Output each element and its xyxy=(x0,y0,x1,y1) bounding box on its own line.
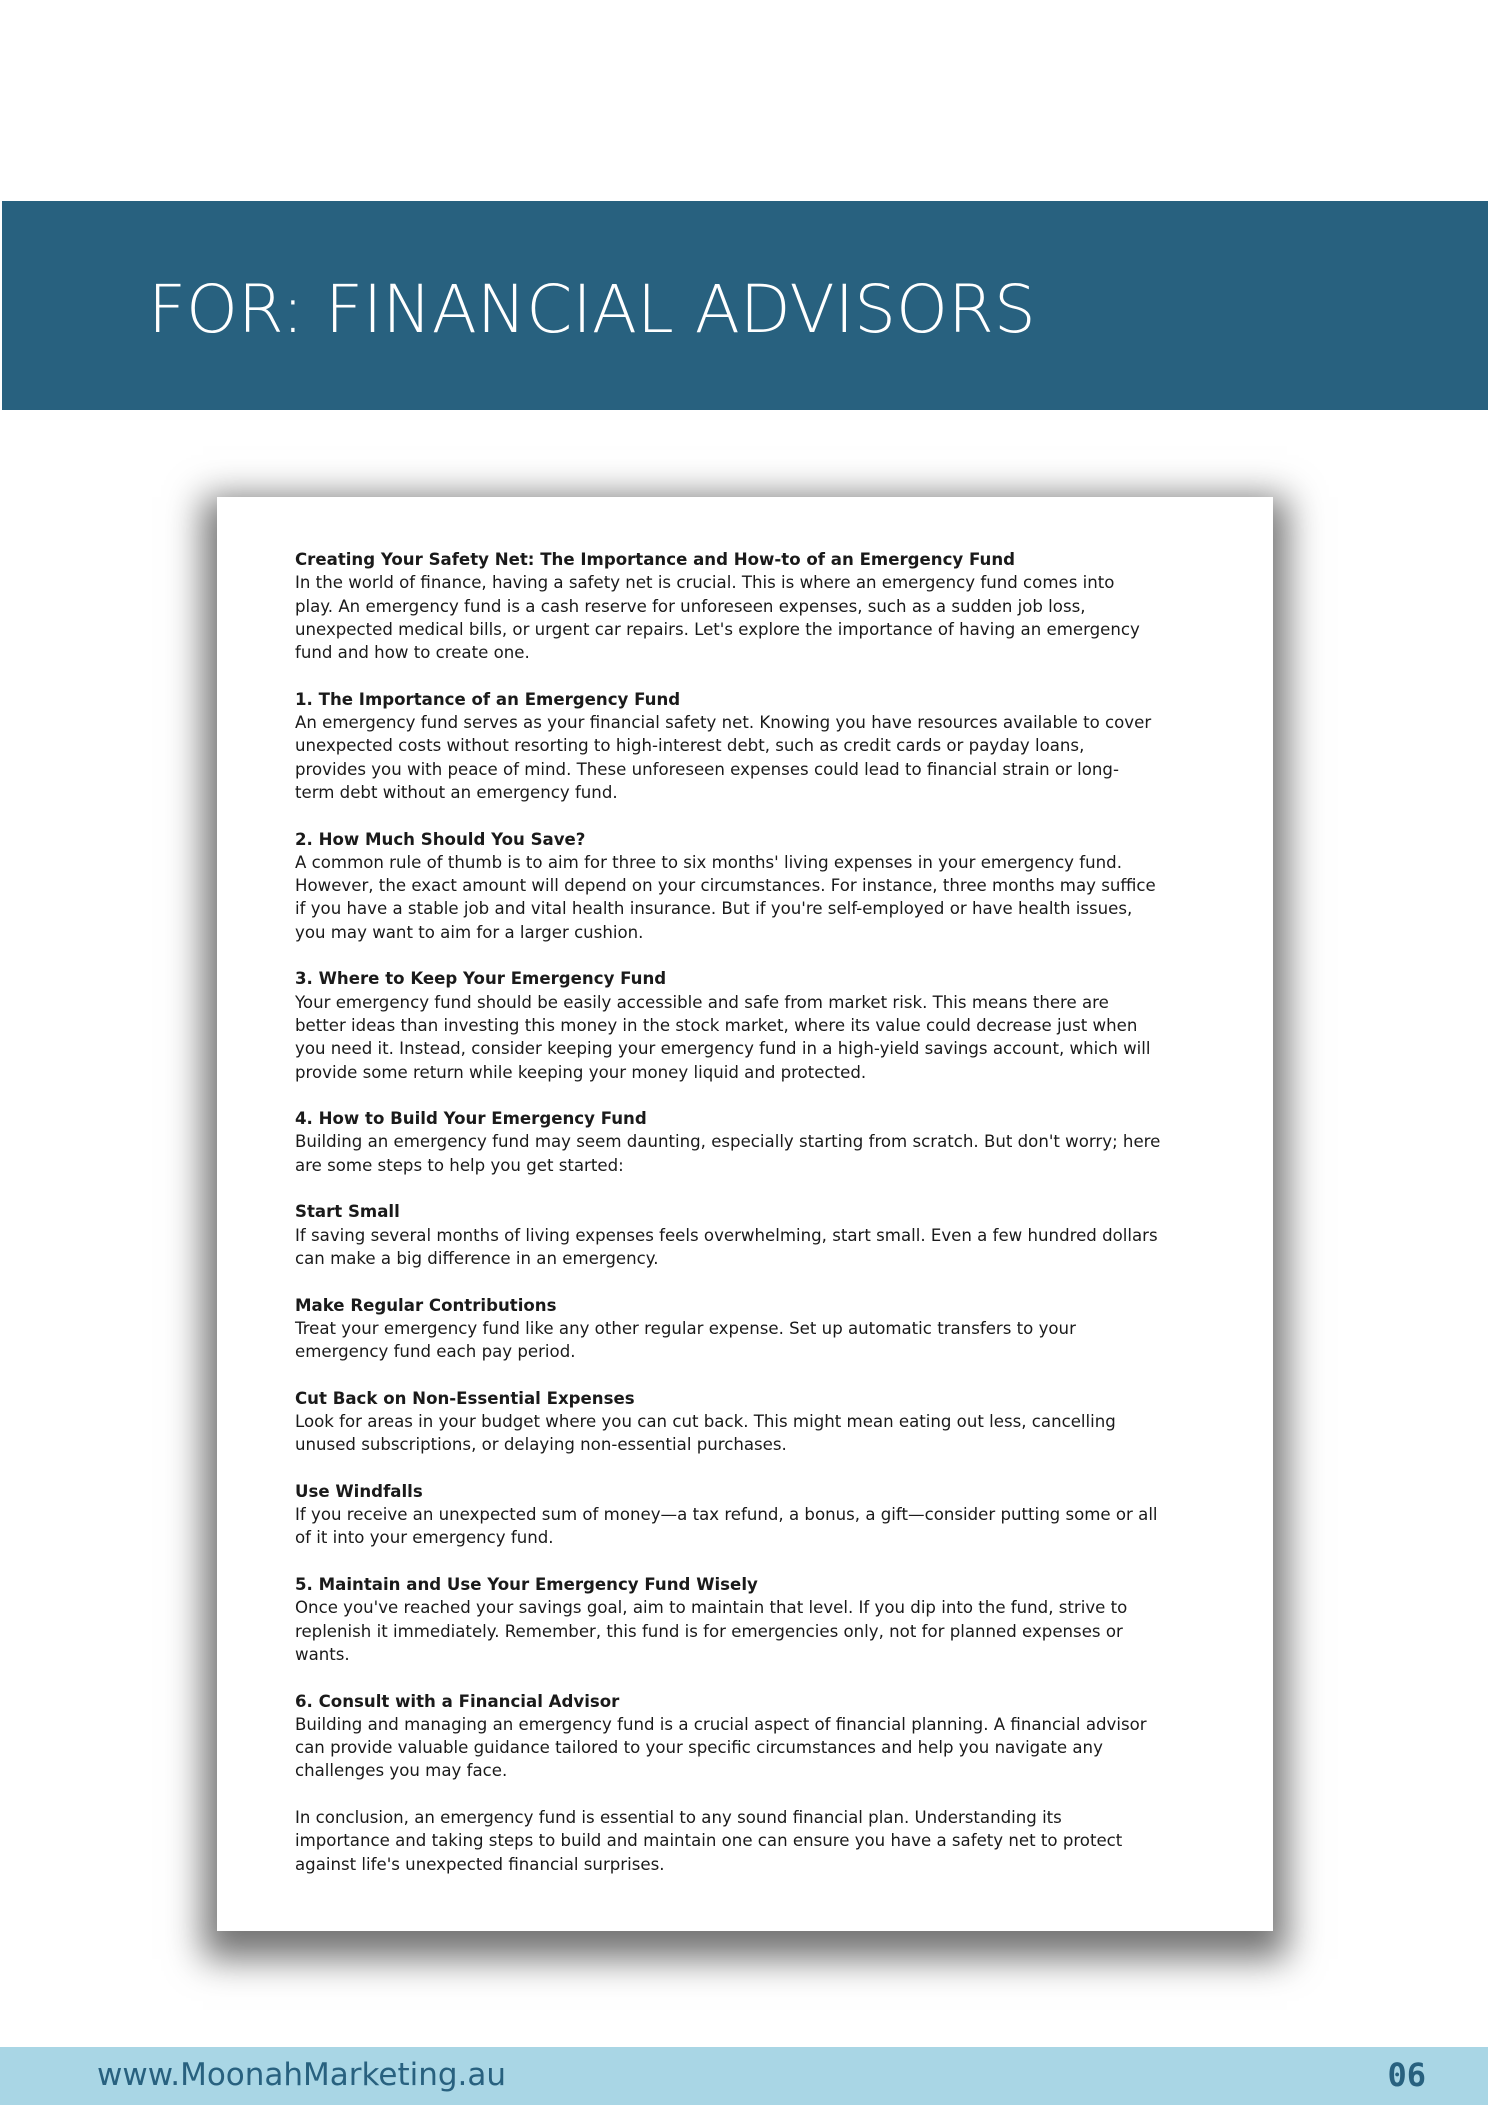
section-heading: 6. Consult with a Financial Advisor xyxy=(295,1691,620,1711)
paragraph-line: Building and managing an emergency fund is a crucial aspect of financial planning. A financial advisor xyxy=(295,1714,1147,1734)
footer-website-link[interactable]: www.MoonahMarketing.au xyxy=(97,2057,507,2093)
document-section xyxy=(295,1387,1195,1457)
paragraph-line: However, the exact amount will depend on your circumstances. For instance, three months may suffice xyxy=(295,876,1156,896)
paragraph-line: provides you with peace of mind. These unforeseen expenses could lead to financial strain or long- xyxy=(295,759,1119,779)
paragraph-line: play. An emergency fund is a cash reserve for unforeseen expenses, such as a sudden job loss, xyxy=(295,596,1086,616)
document-sheet xyxy=(217,497,1273,1931)
document-section xyxy=(295,1806,1195,1876)
document-section xyxy=(295,688,1195,804)
section-heading: 2. How Much Should You Save? xyxy=(295,829,586,849)
document-section xyxy=(295,1200,1195,1270)
section-heading: 3. Where to Keep Your Emergency Fund xyxy=(295,969,667,989)
paragraph-line: unexpected medical bills, or urgent car repairs. Let's explore the importance of having an emergency xyxy=(295,619,1140,639)
section-heading: Creating Your Safety Net: The Importance and How-to of an Emergency Fund xyxy=(295,550,1016,569)
document-section xyxy=(295,1480,1195,1550)
section-heading: Start Small xyxy=(295,1202,400,1222)
paragraph-line: are some steps to help you get started: xyxy=(295,1155,624,1175)
paragraph-line: provide some return while keeping your money liquid and protected. xyxy=(295,1062,867,1082)
page-title: FOR: FINANCIAL ADVISORS xyxy=(148,271,1036,348)
paragraph-line: Once you've reached your savings goal, aim to maintain that level. If you dip into the fund, strive to xyxy=(295,1598,1128,1618)
page-number: 06 xyxy=(1387,2056,1426,2094)
paragraph-line: Look for areas in your budget where you can cut back. This might mean eating out less, cancelling xyxy=(295,1411,1116,1431)
paragraph-line: If saving several months of living expenses feels overwhelming, start small. Even a few hundred dollars xyxy=(295,1225,1158,1245)
paragraph-line: An emergency fund serves as your financial safety net. Knowing you have resources available to cover xyxy=(295,713,1152,733)
document-section xyxy=(295,967,1195,1083)
paragraph-line: challenges you may face. xyxy=(295,1761,508,1781)
document-section xyxy=(295,1107,1195,1177)
section-heading: 5. Maintain and Use Your Emergency Fund Wisely xyxy=(295,1575,758,1595)
paragraph-line: wants. xyxy=(295,1644,350,1664)
document-section xyxy=(295,548,1195,664)
paragraph-line: against life's unexpected financial surprises. xyxy=(295,1854,665,1874)
section-heading: 1. The Importance of an Emergency Fund xyxy=(295,689,681,709)
document-section xyxy=(295,1573,1195,1666)
paragraph-line: Your emergency fund should be easily accessible and safe from market risk. This means there are xyxy=(295,992,1109,1012)
paragraph-line: unexpected costs without resorting to high-interest debt, such as credit cards or payday loans, xyxy=(295,736,1085,756)
document-section xyxy=(295,1294,1195,1364)
paragraph-line: if you have a stable job and vital health insurance. But if you're self-employed or have health issues, xyxy=(295,899,1133,919)
section-heading: Make Regular Contributions xyxy=(295,1295,557,1315)
paragraph-line: can provide valuable guidance tailored to your specific circumstances and help you navigate any xyxy=(295,1738,1103,1758)
section-heading: 4. How to Build Your Emergency Fund xyxy=(295,1109,647,1129)
paragraph-line: Building an emergency fund may seem daunting, especially starting from scratch. But don't worry; here xyxy=(295,1132,1161,1152)
paragraph-line: fund and how to create one. xyxy=(295,643,530,663)
paragraph-line: you need it. Instead, consider keeping your emergency fund in a high-yield savings account, which will xyxy=(295,1039,1151,1059)
paragraph-line: unused subscriptions, or delaying non-essential purchases. xyxy=(295,1435,787,1455)
document-section xyxy=(295,828,1195,944)
paragraph-line: In the world of finance, having a safety net is crucial. This is where an emergency fund comes into xyxy=(295,573,1115,593)
paragraph-line: importance and taking steps to build and maintain one can ensure you have a safety net to protect xyxy=(295,1831,1123,1851)
paragraph-line: emergency fund each pay period. xyxy=(295,1342,576,1362)
section-heading: Use Windfalls xyxy=(295,1481,423,1501)
document-body xyxy=(295,548,1195,1899)
paragraph-line: replenish it immediately. Remember, this fund is for emergencies only, not for planned expenses or xyxy=(295,1621,1123,1641)
paragraph-line: In conclusion, an emergency fund is essential to any sound financial plan. Understanding its xyxy=(295,1808,1062,1828)
paragraph-line: better ideas than investing this money in the stock market, where its value could decrease just when xyxy=(295,1015,1138,1035)
paragraph-line: of it into your emergency fund. xyxy=(295,1528,554,1548)
section-heading: Cut Back on Non-Essential Expenses xyxy=(295,1388,635,1408)
paragraph-line: you may want to aim for a larger cushion. xyxy=(295,922,644,942)
paragraph-line: term debt without an emergency fund. xyxy=(295,782,618,802)
paragraph-line: If you receive an unexpected sum of money—a tax refund, a bonus, a gift—consider putting some or all xyxy=(295,1505,1158,1525)
paragraph-line: A common rule of thumb is to aim for three to six months' living expenses in your emergency fund. xyxy=(295,852,1122,872)
paragraph-line: can make a big difference in an emergency. xyxy=(295,1248,659,1268)
paragraph-line: Treat your emergency fund like any other regular expense. Set up automatic transfers to your xyxy=(295,1318,1076,1338)
document-section xyxy=(295,1690,1195,1783)
